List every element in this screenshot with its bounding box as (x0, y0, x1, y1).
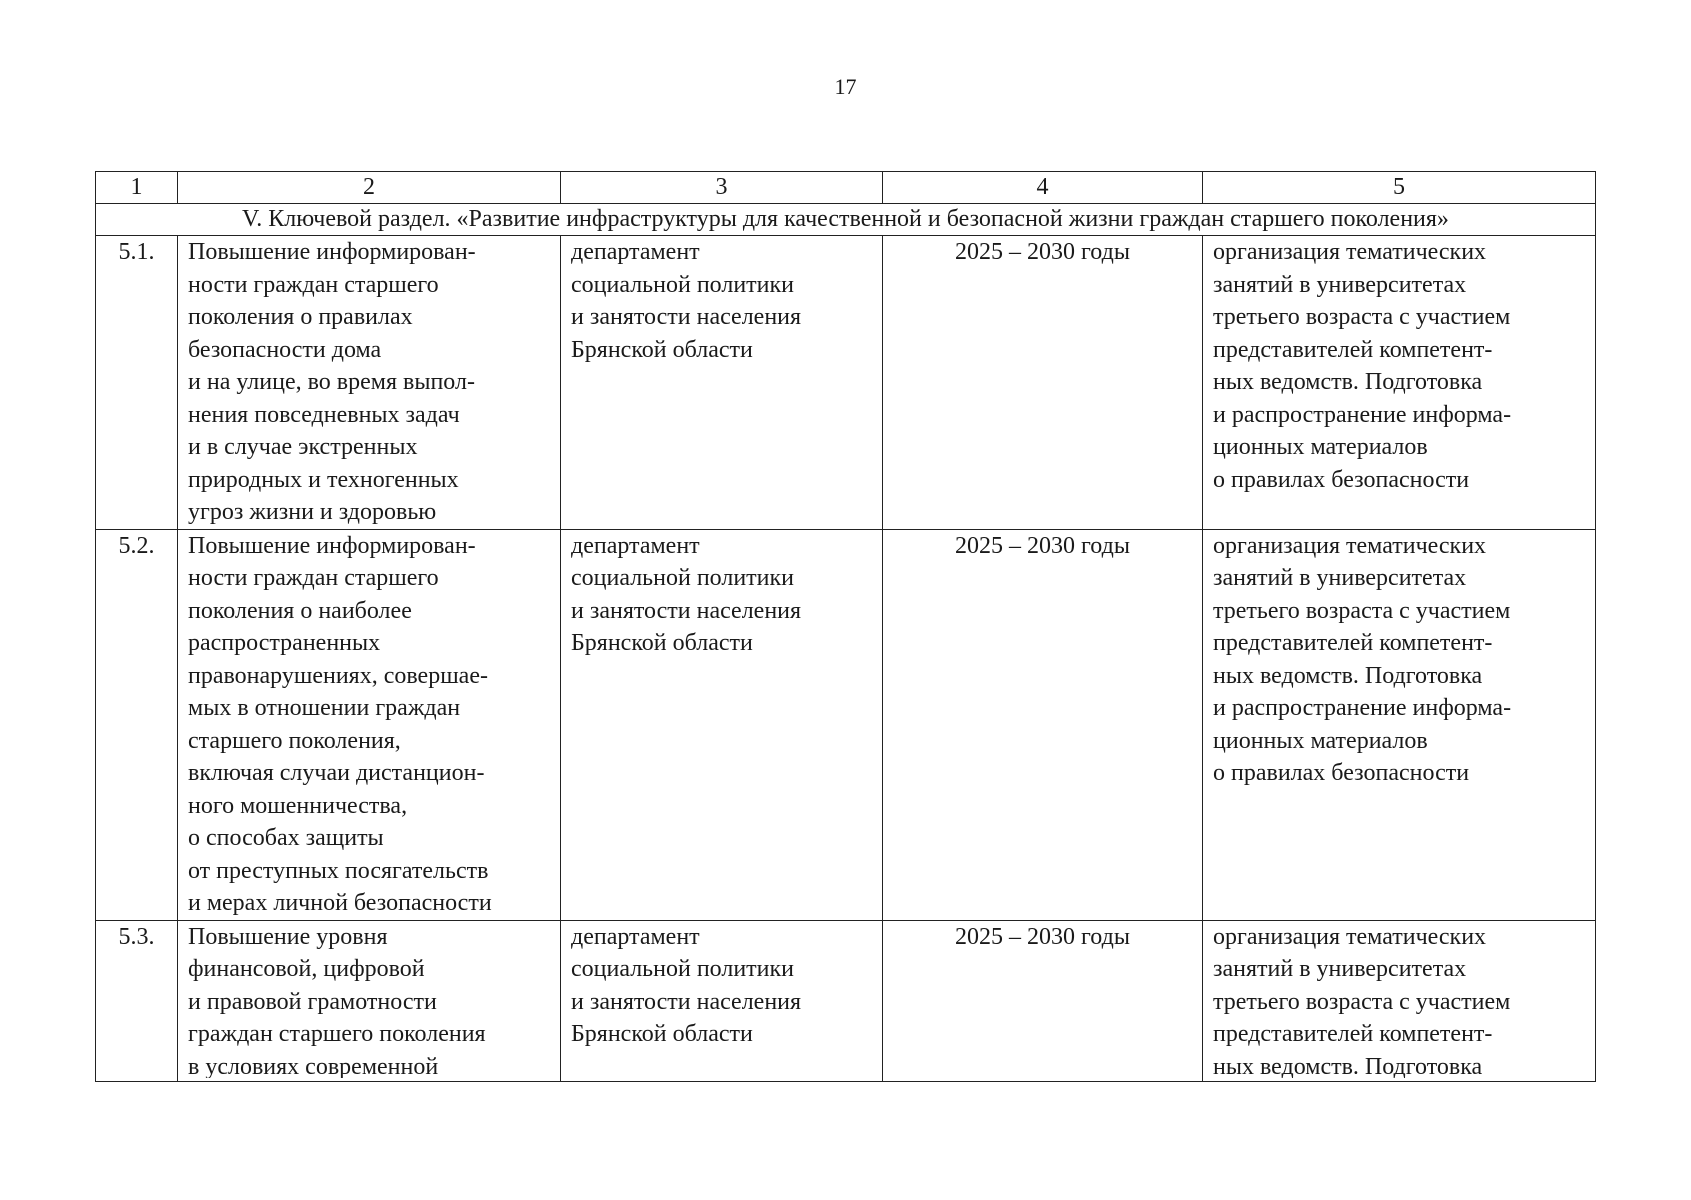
measures-table (95, 171, 1596, 1082)
result-cell (1203, 920, 1596, 1081)
period-cell (883, 920, 1203, 1081)
row-number-text: 5.3. (118, 923, 155, 950)
executor-cell: департамент социальной политики и занятости населения Брянской области (561, 529, 883, 920)
measure-cell: Повышение информирован- ности граждан старшего поколения о наиболее распространенных правонарушениях, совершае- мых в отношении граждан старшего поколения, включая случаи дистанцион- ного мошенничества, о способах защиты от преступных посягательств и мерах личной безопасности (178, 529, 561, 920)
period-text: 2025 – 2030 годы (955, 923, 1130, 950)
table-row (96, 236, 1596, 530)
column-number-row (96, 172, 1596, 204)
column-number-3: 3 (561, 172, 883, 204)
row-number: 5.2. (96, 529, 178, 920)
executor-cell (561, 920, 883, 1081)
section-title: V. Ключевой раздел. «Развитие инфраструктуры для качественной и безопасной жизни граждан старшего поколения» (96, 204, 1596, 236)
measure-cell (178, 920, 561, 1081)
page-number: 17 (834, 74, 857, 99)
table-row (96, 920, 1596, 1081)
period-cell: 2025 – 2030 годы (883, 529, 1203, 920)
period-cell: 2025 – 2030 годы (883, 236, 1203, 530)
result-cell: организация тематических занятий в университетах третьего возраста с участием представителей компетент- ных ведомств. Подготовка и распространение информа- ционных материалов о правилах безопасности (1203, 236, 1596, 530)
result-text: организация тематических занятий в университетах третьего возраста с участием представителей компетент- ных ведомств. Подготовка (1213, 923, 1511, 1078)
row-number (96, 920, 178, 1081)
measure-text: Повышение уровня финансовой, цифровой и правовой грамотности граждан старшего поколения в условиях современной (188, 923, 486, 1078)
executor-cell: департамент социальной политики и занятости населения Брянской области (561, 236, 883, 530)
row-number: 5.1. (96, 236, 178, 530)
column-number-5: 5 (1203, 172, 1596, 204)
section-title-row (96, 204, 1596, 236)
column-number-2: 2 (178, 172, 561, 204)
result-cell: организация тематических занятий в университетах третьего возраста с участием представителей компетент- ных ведомств. Подготовка и распространение информа- ционных материалов о правилах безопасности (1203, 529, 1596, 920)
table-row (96, 529, 1596, 920)
measure-cell: Повышение информирован- ности граждан старшего поколения о правилах безопасности дома и на улице, во время выпол- нения повседневных задач и в случае экстренных природных и техногенных угроз жизни и здоровью (178, 236, 561, 530)
column-number-4: 4 (883, 172, 1203, 204)
executor-text: департамент социальной политики и занятости населения Брянской области (571, 923, 802, 1047)
column-number-1: 1 (96, 172, 178, 204)
